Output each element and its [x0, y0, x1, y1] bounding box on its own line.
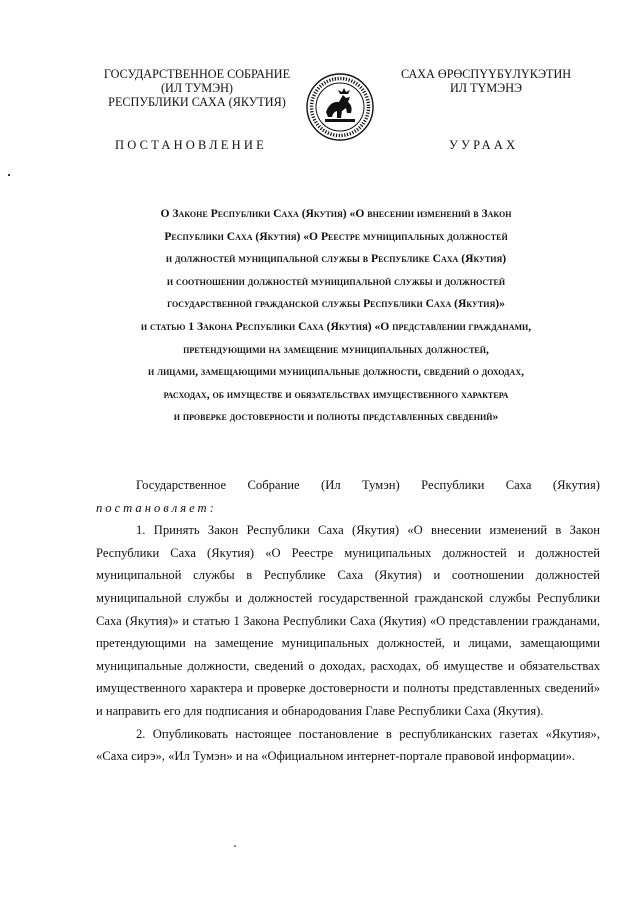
title-line: О Законе Республики Саха (Якутия) «О внесении изменений в Закон — [160, 207, 512, 220]
document-title — [80, 203, 592, 429]
title-line: и соотношении должностей муниципальной службы и должностей — [166, 274, 506, 288]
title-line: и статью 1 Закона Республики Саха (Якутия) «О представлении гражданами, — [140, 319, 532, 333]
title-line: претендующими на замещение муниципальных должностей, — [183, 342, 489, 356]
scan-speck — [8, 174, 10, 176]
issuer-header-yakut — [381, 67, 591, 95]
title-line: и лицами, замещающими муниципальные должности, сведений о доходах, — [148, 365, 524, 379]
resolves-verb: постановляет: — [96, 500, 217, 515]
issuer-line: РЕСПУБЛИКИ САХА (ЯКУТИЯ) — [108, 95, 286, 109]
title-line: и проверке достоверности и полноты представленных сведений» — [173, 410, 499, 424]
decree-type-yakut: УУРААХ — [449, 138, 519, 152]
decree-type-russian: ПОСТАНОВЛЕНИЕ — [115, 138, 267, 152]
clause-1: 1. Принять Закон Республики Саха (Якутия) «О внесении изменений в Закон Республики Саха (Якутия) «О Реестре муниципальных должностей и должностей муниципальной службы в Республике Саха (Якутия) и соотношении должностей муниципальной службы и должностей государственной гражданской службы Республики Саха (Якутия)» и статью 1 Закона Республики Саха (Якутия) «О представлении гражданами, претендующими на замещение муниципальных должностей, и лицами, замещающими муниципальные должности, сведений о доходах, расходах, об имуществе и обязательствах имущественного характера и проверке достоверности и полноты представленных сведений» и направить его для подписания и обнародования Главе Республики Саха (Якутия). — [96, 523, 600, 718]
decree-body — [96, 474, 600, 768]
scan-dot — [234, 845, 236, 847]
issuer-line: ИЛ ТҮМЭНЭ — [449, 81, 523, 95]
preamble-verb — [96, 497, 600, 520]
preamble: Государственное Собрание (Ил Тумэн) Республики Саха (Якутия) — [136, 478, 600, 492]
title-line: и должностей муниципальной службы в Республике Саха (Якутия) — [165, 252, 507, 266]
title-line: расходах, об имуществе и обязательствах имущественного характера — [163, 387, 509, 401]
clause-2: 2. Опубликовать настоящее постановление в республиканских газетах «Якутия», «Саха сирэ», «Ил Тумэн» и на «Официальном интернет-портале правовой информации». — [96, 726, 600, 764]
title-line: Республики Саха (Якутия) «О Реестре муниципальных должностей — [164, 229, 508, 243]
issuer-line: САХА ӨРӨСПҮҮБҮЛҮКЭТИН — [400, 67, 572, 81]
issuer-header-russian — [80, 67, 314, 109]
coat-of-arms-icon — [306, 73, 374, 141]
title-line: государственной гражданской службы Республики Саха (Якутия)» — [167, 297, 505, 311]
issuer-line: ГОСУДАРСТВЕННОЕ СОБРАНИЕ — [103, 67, 291, 81]
issuer-line: (ИЛ ТУМЭН) — [161, 81, 233, 95]
